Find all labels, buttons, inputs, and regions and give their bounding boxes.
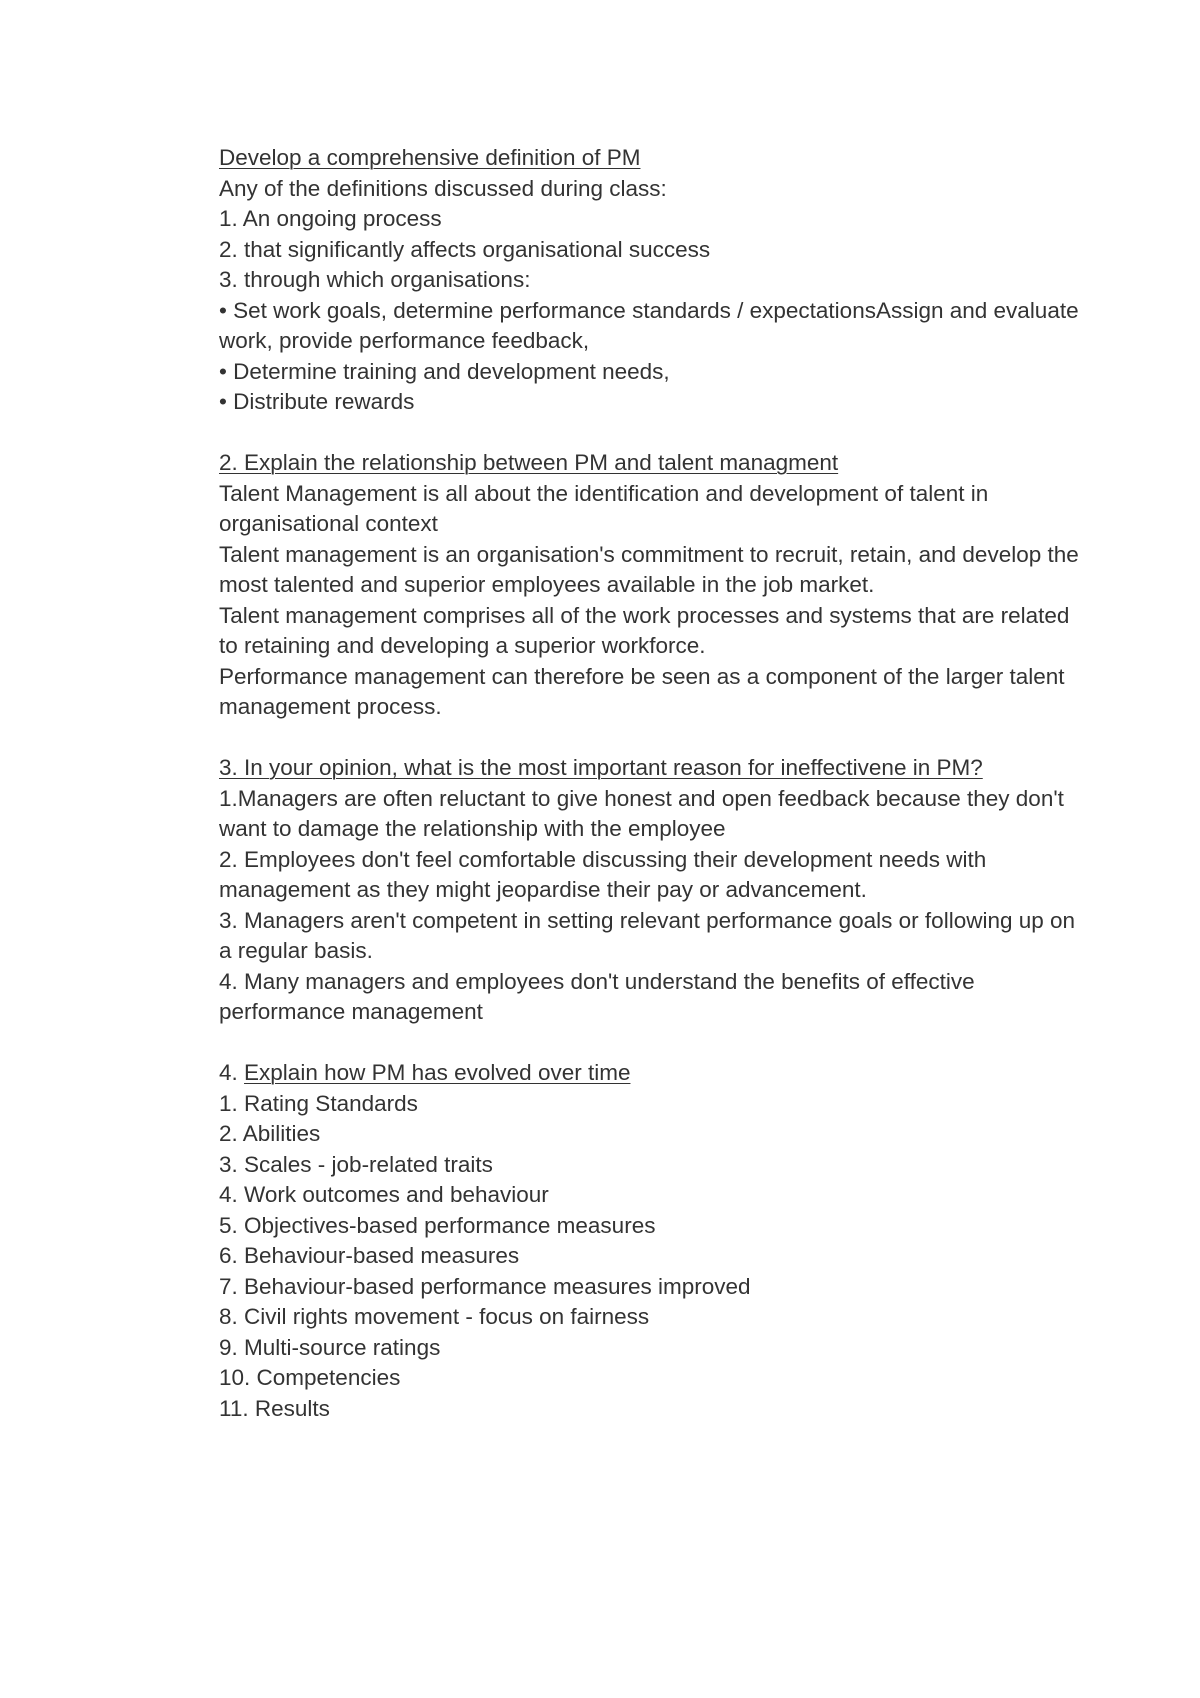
list-item: 6. Behaviour-based measures bbox=[219, 1243, 520, 1268]
paragraph: Talent management is an organisation's commitment to recruit, retain, and develop the most talented and superior employees available in the job market. bbox=[219, 541, 1079, 597]
paragraph: Performance management can therefore be seen as a component of the larger talent management process. bbox=[219, 663, 1065, 719]
bullet-item: • Distribute rewards bbox=[219, 389, 415, 414]
list-item: 7. Behaviour-based performance measures improved bbox=[219, 1273, 751, 1299]
section-heading: Explain how PM has evolved over time bbox=[244, 1060, 631, 1085]
paragraph: Talent management comprises all of the work processes and systems that are related to retaining and developing a superior workforce. bbox=[219, 602, 1070, 658]
list-item: 3. Managers aren't competent in setting relevant performance goals or following up on a regular basis. bbox=[219, 907, 1076, 963]
blank-line bbox=[219, 723, 1079, 754]
document-page bbox=[219, 143, 1079, 1424]
list-item: 9. Multi-source ratings bbox=[219, 1334, 441, 1360]
text-line: Any of the definitions discussed during class: bbox=[219, 175, 667, 201]
bullet-item: • Set work goals, determine performance standards / expectationsAssign and evaluate work, provide performance feedback, bbox=[219, 297, 1079, 353]
list-item: 3. Scales - job-related traits bbox=[219, 1151, 493, 1177]
blank-line bbox=[219, 1028, 1079, 1059]
list-item: 2. that significantly affects organisational success bbox=[219, 236, 711, 262]
paragraph: Talent Management is all about the identification and development of talent in organisational context bbox=[219, 480, 989, 536]
list-item: 3. through which organisations: bbox=[219, 267, 531, 292]
list-item: 1. Rating Standards bbox=[219, 1090, 418, 1116]
list-item: 10. Competencies bbox=[219, 1365, 401, 1390]
list-item: 2. Employees don't feel comfortable discussing their development needs with management as they might jeopardise their pay or advancement. bbox=[219, 846, 987, 902]
section-heading: Develop a comprehensive definition of PM bbox=[219, 145, 641, 170]
list-item: 5. Objectives-based performance measures bbox=[219, 1212, 656, 1238]
section-heading-line bbox=[219, 1058, 1079, 1089]
bullet-item: • Determine training and development needs, bbox=[219, 358, 670, 384]
section-heading: 3. In your opinion, what is the most important reason for ineffectivene in PM? bbox=[219, 755, 983, 780]
list-item: 11. Results bbox=[219, 1395, 330, 1421]
blank-line bbox=[219, 418, 1079, 449]
list-item: 4. Many managers and employees don't understand the benefits of effective performance management bbox=[219, 968, 975, 1024]
section-evolution bbox=[219, 1058, 1079, 1424]
list-item: 8. Civil rights movement - focus on fairness bbox=[219, 1304, 650, 1329]
section-talent-management bbox=[219, 448, 1079, 723]
section-heading: 2. Explain the relationship between PM and talent managment bbox=[219, 450, 839, 475]
list-item: 1.Managers are often reluctant to give honest and open feedback because they don't want to damage the relationship with the employee bbox=[219, 785, 1064, 841]
list-item: 4. Work outcomes and behaviour bbox=[219, 1182, 549, 1207]
heading-prefix: 4. bbox=[219, 1060, 245, 1085]
section-ineffectiveness bbox=[219, 753, 1079, 1028]
list-item: 1. An ongoing process bbox=[219, 206, 442, 231]
section-definition bbox=[219, 143, 1079, 418]
list-item: 2. Abilities bbox=[219, 1121, 321, 1146]
